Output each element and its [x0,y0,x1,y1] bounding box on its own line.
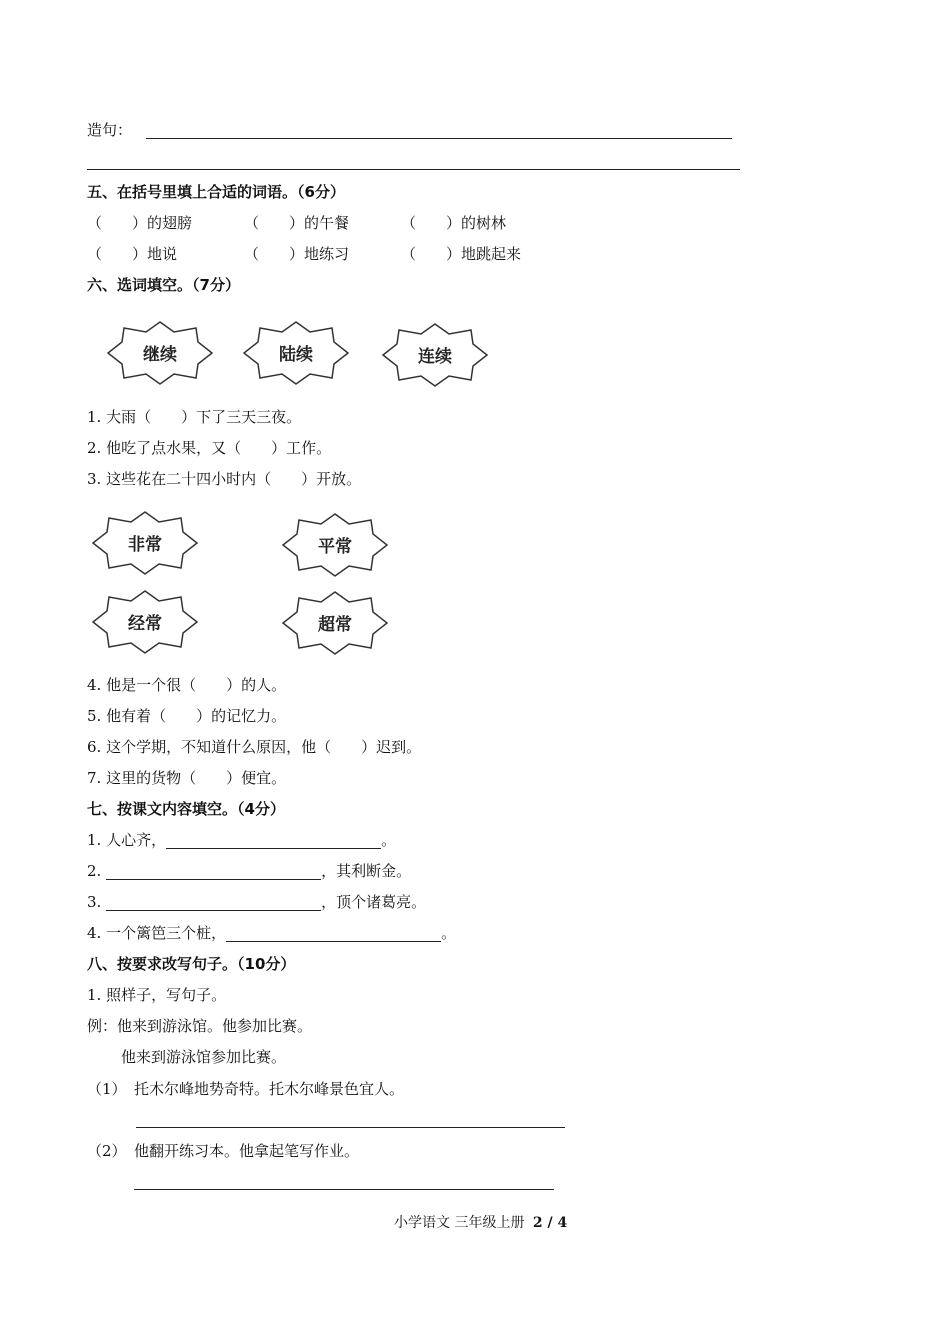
s7-line-3-prefix: 3. [87,893,107,911]
page-number: 2 / 4 [532,1215,568,1231]
s5-item-4: （ ）地说 [87,245,178,263]
s6-question-4: 4. 他是一个很（ ）的人。 [87,676,287,694]
s7-line-1 [87,831,396,849]
s6-question-2: 2. 他吃了点水果，又（ ）工作。 [87,439,332,457]
s8-answer-line-2[interactable] [134,1189,554,1190]
s7-blank-4[interactable] [226,927,441,942]
s6-question-3: 3. 这些花在二十四小时内（ ）开放。 [87,470,362,488]
s7-line-2-suffix: ，其利断金。 [321,862,412,880]
s6-question-6: 6. 这个学期，不知道什么原因，他（ ）迟到。 [87,738,422,756]
word-star-jingchang [91,589,199,655]
s5-item-5: （ ）地练习 [244,245,350,263]
s7-line-4-prefix: 4. 一个篱笆三个桩， [87,924,227,942]
s5-item-1: （ ）的翅膀 [87,214,193,232]
s7-line-1-suffix: 。 [381,831,397,849]
s8-answer-line-1[interactable] [136,1127,565,1128]
s7-line-2-prefix: 2. [87,862,107,880]
word-jingchang: 经常 [128,614,162,634]
s8-subtitle-1: 1. 照样子，写句子。 [87,986,227,1004]
s6-question-7: 7. 这里的货物（ ）便宜。 [87,769,287,787]
word-star-feichang [91,510,199,576]
s7-blank-1[interactable] [166,834,381,849]
word-star-luxu [242,320,350,386]
word-star-jixu [106,320,214,386]
word-luxu: 陆续 [279,345,313,365]
section-7-heading: 七、按课文内容填空。（4分） [87,800,285,818]
s7-blank-3[interactable] [106,896,321,911]
section-6-heading: 六、选词填空。（7分） [87,276,240,294]
sentence-answer-line-2[interactable] [87,169,740,170]
s6-question-5: 5. 他有着（ ）的记忆力。 [87,707,287,725]
s7-blank-2[interactable] [106,865,321,880]
s7-line-3 [87,893,426,911]
word-star-pingchang [281,512,389,578]
word-star-chaochang [281,590,389,656]
s7-line-2 [87,862,411,880]
word-feichang: 非常 [128,535,162,555]
footer-label: 小学语文 三年级上册 [394,1215,525,1231]
s8-part-1-number: （1） [87,1080,127,1098]
s5-item-6: （ ）地跳起来 [401,245,522,263]
page-footer [394,1212,567,1232]
s8-part-2-text: 他翻开练习本。他拿起笔写作业。 [134,1142,360,1160]
s8-example-line-1: 例：他来到游泳馆。他参加比赛。 [87,1017,313,1035]
s7-line-4 [87,924,456,942]
s7-line-3-suffix: ，顶个诸葛亮。 [321,893,427,911]
s5-item-3: （ ）的树林 [401,214,507,232]
s7-line-4-suffix: 。 [441,924,457,942]
section-5-heading: 五、在括号里填上合适的词语。（6分） [87,183,345,201]
word-chaochang: 超常 [318,615,352,635]
word-pingchang: 平常 [318,537,352,557]
word-star-lianxu [381,322,489,388]
s8-part-1-text: 托木尔峰地势奇特。托木尔峰景色宜人。 [134,1080,405,1098]
sentence-label: 造句： [87,121,133,139]
s8-part-2-number: （2） [87,1142,127,1160]
sentence-answer-line-1[interactable] [146,138,732,139]
word-jixu: 继续 [143,345,177,365]
s6-question-1: 1. 大雨（ ）下了三天三夜。 [87,408,302,426]
s5-item-2: （ ）的午餐 [244,214,350,232]
word-lianxu: 连续 [418,347,452,367]
s7-line-1-prefix: 1. 人心齐， [87,831,167,849]
section-8-heading: 八、按要求改写句子。（10分） [87,955,296,973]
s8-example-line-2: 他来到游泳馆参加比赛。 [121,1048,287,1066]
